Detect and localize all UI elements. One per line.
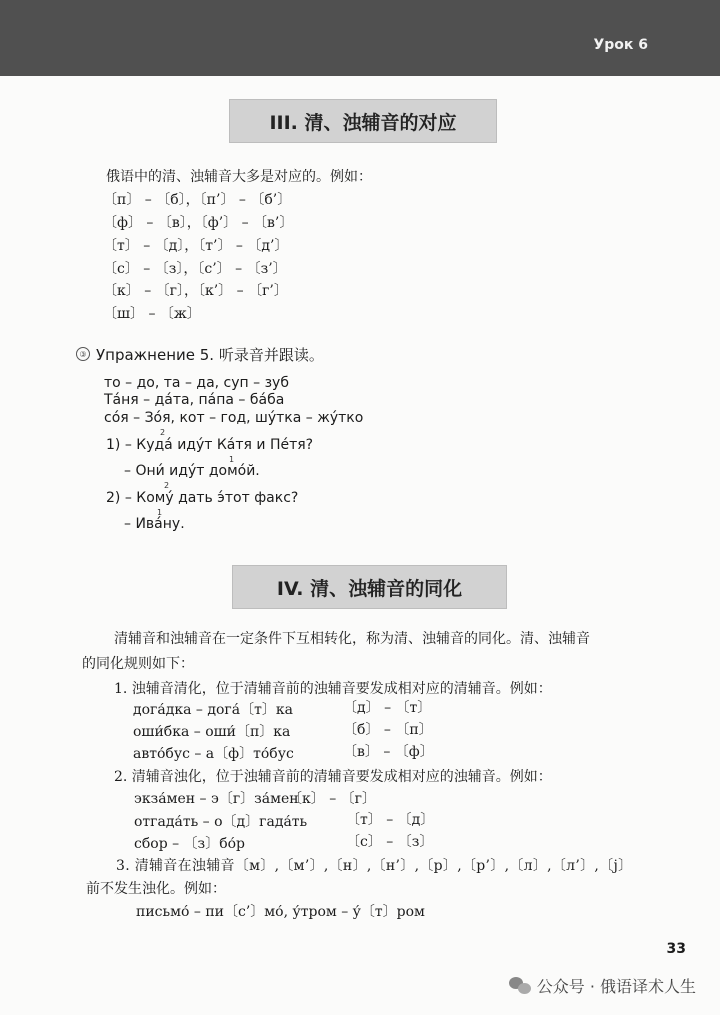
rule-3: 3. 清辅音在浊辅音〔м〕,〔м’〕,〔н〕,〔н’〕,〔р〕,〔р’〕,〔л〕,〔л’〕,〔j〕 xyxy=(116,858,633,874)
pair-line: 〔ш〕 – 〔ж〕 xyxy=(103,306,201,322)
dialog-line: 1) – Куда́ иду́т Ка́тя и Пе́тя? xyxy=(106,437,314,453)
example-word: экза́мен – э〔г〕за́мен xyxy=(134,791,299,807)
section-4-intro: 清辅音和浊辅音在一定条件下互相转化，称为清、浊辅音的同化。清、浊辅音 xyxy=(114,631,590,647)
exercise-line: то – до, та – да, суп – зуб xyxy=(104,375,289,391)
footer-label: 公众号 · 俄语译术人生 xyxy=(536,977,696,996)
example-pair: 〔в〕 – 〔ф〕 xyxy=(343,744,434,760)
lesson-label: Урок 6 xyxy=(593,37,648,53)
rule-1: 1. 浊辅音清化，位于清辅音前的浊辅音要发成相对应的清辅音。例如： xyxy=(114,681,552,697)
intonation-mark: 2 xyxy=(164,481,170,490)
intonation-mark: 1 xyxy=(157,508,163,517)
exercise-line: со́я – Зо́я, кот – год, шу́тка – жу́тко xyxy=(104,410,364,426)
pair-line: 〔ф〕 – 〔в〕，〔ф’〕 – 〔в’〕 xyxy=(103,215,294,231)
page-number: 33 xyxy=(666,941,686,957)
dialog-line: – Они́ иду́т домо́й. xyxy=(124,463,260,479)
section-3-title: III. 清、浊辅音的对应 xyxy=(229,99,497,143)
example-word: оши́бка – оши́〔п〕ка xyxy=(133,724,291,740)
section-4-title: IV. 清、浊辅音的同化 xyxy=(232,565,507,609)
dialog-line: – Ива́ну. xyxy=(124,516,185,532)
example-pair: 〔д〕 – 〔т〕 xyxy=(343,700,432,716)
footer-watermark xyxy=(509,974,696,997)
example-word: авто́бус – а〔ф〕то́бус xyxy=(133,746,294,762)
rule-2: 2. 清辅音浊化，位于浊辅音前的清辅音要发成相对应的浊辅音。例如： xyxy=(114,769,552,785)
example-pair: 〔с〕 – 〔з〕 xyxy=(346,834,434,850)
section-4-intro: 的同化规则如下： xyxy=(82,656,194,672)
example-word: дога́дка – дога́〔т〕ка xyxy=(133,702,293,718)
intonation-mark: 1 xyxy=(229,455,235,464)
section-3-intro: 俄语中的清、浊辅音大多是对应的。例如： xyxy=(106,169,372,185)
example-word: письмо́ – пи〔с’〕мо́, у́тром – у́〔т〕ром xyxy=(136,904,425,920)
audio-track-icon: ③ xyxy=(76,347,90,361)
wechat-icon xyxy=(509,977,531,995)
rule-3: 前不发生浊化。例如： xyxy=(86,881,226,897)
intonation-mark: 2 xyxy=(160,428,166,437)
example-pair: 〔т〕 – 〔д〕 xyxy=(346,812,435,828)
exercise-line: Та́ня – да́та, па́па – ба́ба xyxy=(104,392,285,408)
example-pair: 〔к〕 – 〔г〕 xyxy=(288,791,376,807)
page-header xyxy=(0,0,720,76)
pair-line: 〔с〕 – 〔з〕，〔с’〕 – 〔з’〕 xyxy=(103,261,287,277)
example-word: сбор – 〔з〕бо́р xyxy=(134,836,246,852)
pair-line: 〔к〕 – 〔г〕，〔к’〕 – 〔г’〕 xyxy=(103,283,288,299)
dialog-line: 2) – Кому́ дать э́тот факс? xyxy=(106,490,299,506)
example-pair: 〔б〕 – 〔п〕 xyxy=(343,722,433,738)
exercise-title: Упражнение 5. 听录音并跟读。 xyxy=(96,346,324,364)
example-word: отгада́ть – о〔д〕гада́ть xyxy=(134,814,308,830)
pair-line: 〔п〕 – 〔б〕，〔п’〕 – 〔б’〕 xyxy=(103,192,292,208)
pair-line: 〔т〕 – 〔д〕，〔т’〕 – 〔д’〕 xyxy=(103,238,289,254)
